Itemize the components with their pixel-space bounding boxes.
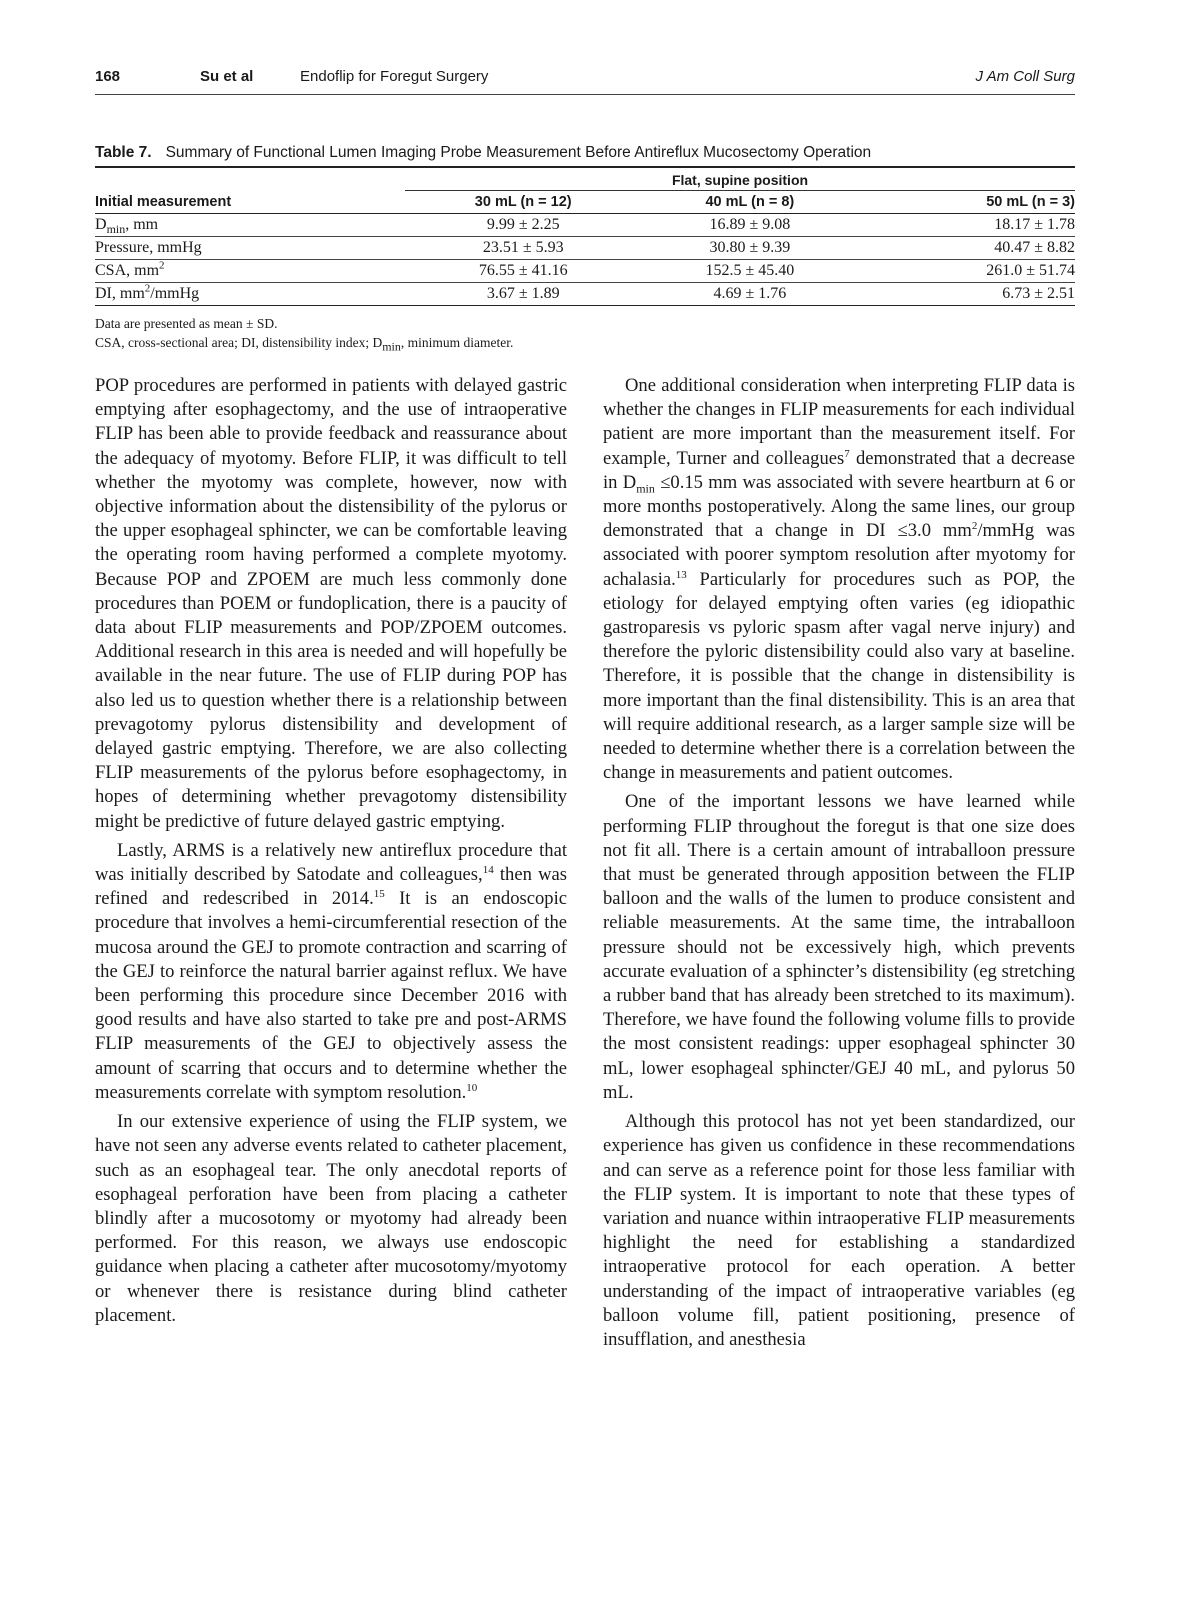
journal-name: J Am Coll Surg xyxy=(975,68,1075,85)
paragraph: In our extensive experience of using the FLIP system, we have not seen any adverse events related to catheter placement, such as an esophageal tear. The only anecdotal reports of esophageal perforation have been from placing a catheter blindly after a mucosotomy or myotomy had already been performed. For this reason, we always use endoscopic guidance when placing a catheter after mucosotomy/myotomy or whenever there is resistance during blind catheter placement. xyxy=(95,1111,567,1326)
table-note: CSA, cross-sectional area; DI, distensibility index; $D_{min}$, minimum diameter. xyxy=(95,335,514,354)
table-cell: 40.47 ± 8.82 xyxy=(858,237,1075,260)
paragraph: One of the important lessons we have learned while performing FLIP throughout the foregut is that one size does not fit all. There is a certain amount of intraballoon pressure that must be generated through apposition between the FLIP balloon and the walls of the lumen to produce consistent and reliable measurements. At the same time, the intraballoon pressure should not be excessively high, which prevents accurate evaluation of a sphincter’s distensibility (eg stretching a rubber band that has already been stretched to its maximum). Therefore, we have found the following volume fills to provide the most consistent readings: upper esophageal sphincter 30 mL, lower esophageal sphincter/GEJ 40 mL, and pylorus 50 mL. xyxy=(603,791,1075,1103)
paragraph: POP procedures are performed in patients with delayed gastric emptying after esophagectomy, and the use of intraoperative FLIP has been able to provide feedback and reassurance about the adequacy of myotomy. Before FLIP, it was difficult to tell whether the myotomy was complete, however, now with objective information about the distensibility of the pylorus or the upper esophageal sphincter, we can be comfortable leaving the operating room having performed a complete myotomy. Because POP and ZPOEM are much less commonly done procedures than POEM or fundoplication, there is a paucity of data about FLIP measurements and POP/ZPOEM outcomes. Additional research in this area is needed and will hopefully be available in the near future. The use of FLIP during POP has also led us to question whether there is a relationship between prevagotomy pylorus distensibility and development of delayed gastric emptying. Therefore, we are also collecting FLIP measurements of the pylorus before esophagectomy, in hopes of determining whether prevagotomy distensibility might be predictive of future delayed gastric emptying. xyxy=(95,375,567,832)
running-title: Endoflip for Foregut Surgery xyxy=(300,68,489,85)
table-caption xyxy=(95,144,1075,162)
row-label: $D_{min}$, mm xyxy=(95,214,405,237)
page-number: 168 xyxy=(95,68,121,85)
left-column xyxy=(95,374,567,1333)
table-cell: 6.73 ± 2.51 xyxy=(858,283,1075,306)
column-header: 30 mL (n = 12) xyxy=(405,191,641,214)
table-row xyxy=(95,260,1075,283)
column-header: 40 mL (n = 8) xyxy=(641,191,858,214)
paragraph: One additional consideration when interpreting FLIP data is whether the changes in FLIP measurements for each individual patient are more important than the measurement itself. For example, Turner and colleagues$^7$ demonstrated that a decrease in $D_{min} \le 0.15$ mm was associated with severe heartburn at 6 or more months postoperatively. Along the same lines, our group demonstrated that a change in DI ≤3.0 $mm^2$/mmHg was associated with poorer symptom resolution after myotomy for achalasia.$^{13}$ Particularly for procedures such as POP, the etiology for delayed emptying often varies (eg idiopathic gastroparesis vs pyloric spasm after vagal nerve injury) and therefore the pyloric distensibility could also vary at baseline. Therefore, it is possible that the change in distensibility is more important than the final distensibility. This is an area that will require additional research, as a larger sample size will be needed to determine whether there is a correlation between the change in measurements and patient outcomes. xyxy=(603,375,1076,784)
row-label: CSA, $mm^2$ xyxy=(95,260,405,283)
table-title: Summary of Functional Lumen Imaging Probe Measurement Before Antireflux Mucosectomy Operation xyxy=(165,144,872,161)
paragraph: Lastly, ARMS is a relatively new antireflux procedure that was initially described by Satodate and colleagues,$^{14}$ then was refined and redescribed in 2014.15 It is an endoscopic procedure that involves a hemi-circumferential resection of the mucosa around the GEJ to promote contraction and scarring of the GEJ to reinforce the natural barrier against reflux. We have been performing this procedure since December 2016 with good results and have also started to take pre and post-ARMS FLIP measurements of the GEJ to objectively assess the amount of scarring that occurs and to determine whether the measurements correlate with symptom resolution.$^{10}$ xyxy=(95,839,567,1103)
table-notes xyxy=(95,314,1075,352)
table-7 xyxy=(95,144,1075,352)
row-label: Pressure, mmHg xyxy=(95,237,405,260)
column-header: Initial measurement xyxy=(95,191,405,214)
table-cell: 261.0 ± 51.74 xyxy=(858,260,1075,283)
table-row xyxy=(95,214,1075,237)
table-cell: 16.89 ± 9.08 xyxy=(641,214,858,237)
paragraph: Although this protocol has not yet been standardized, our experience has given us confidence in these recommendations and can serve as a reference point for those less familiar with the FLIP system. It is important to note that these types of variation and nuance within intraoperative FLIP measurements highlight the need for establishing a standardized intraoperative protocol for each operation. A better understanding of the impact of intraoperative variables (eg balloon volume fill, patient positioning, presence of insufflation, and anesthesia xyxy=(603,1111,1075,1350)
table-cell: 76.55 ± 41.16 xyxy=(405,260,641,283)
table-label: Table 7. xyxy=(95,144,152,161)
table-cell: 4.69 ± 1.76 xyxy=(641,283,858,306)
table-cell: 9.99 ± 2.25 xyxy=(405,214,641,237)
table-cell: 23.51 ± 5.93 xyxy=(405,237,641,260)
table-cell: 30.80 ± 9.39 xyxy=(641,237,858,260)
table-row xyxy=(95,283,1075,306)
table-row xyxy=(95,237,1075,260)
table-group-header: Flat, supine position xyxy=(405,167,1075,191)
row-label: DI, $mm^2$/mmHg xyxy=(95,283,405,306)
data-table xyxy=(95,166,1075,306)
table-cell: 18.17 ± 1.78 xyxy=(858,214,1075,237)
running-header xyxy=(95,66,1075,95)
column-header: 50 mL (n = 3) xyxy=(858,191,1075,214)
table-cell: 3.67 ± 1.89 xyxy=(405,283,641,306)
right-column xyxy=(603,374,1075,1357)
running-authors: Su et al xyxy=(200,68,254,85)
table-note: Data are presented as mean ± SD. xyxy=(95,316,278,331)
table-cell: 152.5 ± 45.40 xyxy=(641,260,858,283)
